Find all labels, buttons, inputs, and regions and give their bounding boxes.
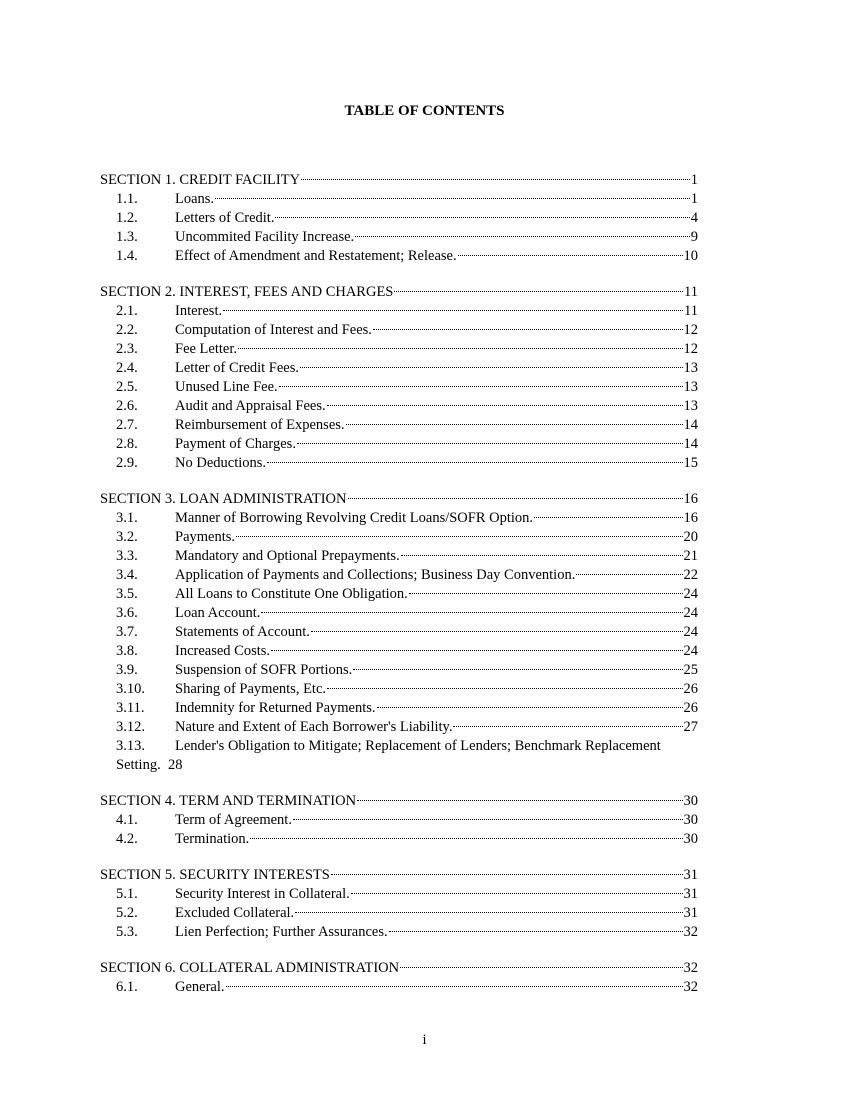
entry-number: 6.1. bbox=[116, 979, 138, 995]
toc-entry[interactable] bbox=[100, 680, 698, 699]
section-page-number: 11 bbox=[684, 284, 698, 300]
toc-entry[interactable] bbox=[100, 190, 698, 209]
dot-leader bbox=[401, 555, 683, 556]
entry-title: Statements of Account. bbox=[175, 624, 310, 640]
dot-leader bbox=[271, 650, 682, 651]
entry-number: 2.6. bbox=[116, 398, 138, 414]
dot-leader bbox=[576, 574, 682, 575]
section-title: SECTION 1. CREDIT FACILITY bbox=[100, 172, 301, 188]
entry-title: Lender's Obligation to Mitigate; Replacement of Lenders; Benchmark Replacement bbox=[175, 738, 661, 754]
dot-leader bbox=[300, 367, 682, 368]
dot-leader bbox=[223, 310, 683, 311]
entry-number: 3.10. bbox=[116, 681, 145, 697]
dot-leader bbox=[238, 348, 682, 349]
dot-leader bbox=[394, 291, 683, 292]
toc-section bbox=[100, 283, 698, 473]
toc-entry[interactable] bbox=[100, 416, 698, 435]
entry-title: Payments. bbox=[175, 529, 236, 545]
entry-page-number: 30 bbox=[683, 831, 698, 847]
entry-number: 1.3. bbox=[116, 229, 138, 245]
entry-page-number: 27 bbox=[683, 719, 698, 735]
toc-entry[interactable] bbox=[100, 359, 698, 378]
entry-title: General. bbox=[175, 979, 225, 995]
entry-number: 4.2. bbox=[116, 831, 138, 847]
entry-title: Suspension of SOFR Portions. bbox=[175, 662, 353, 678]
entry-page-number: 26 bbox=[683, 681, 698, 697]
section-title: SECTION 5. SECURITY INTERESTS bbox=[100, 867, 330, 883]
section-title: SECTION 2. INTEREST, FEES AND CHARGES bbox=[100, 284, 394, 300]
entry-title: Audit and Appraisal Fees. bbox=[175, 398, 326, 414]
entry-page-number: 14 bbox=[683, 417, 698, 433]
toc-entry[interactable] bbox=[100, 378, 698, 397]
entry-page-number: 1 bbox=[690, 191, 698, 207]
dot-leader bbox=[400, 967, 682, 968]
toc-entry[interactable] bbox=[100, 623, 698, 642]
entry-number: 3.5. bbox=[116, 586, 138, 602]
toc-section bbox=[100, 171, 698, 266]
dot-leader bbox=[458, 255, 683, 256]
entry-number: 2.3. bbox=[116, 341, 138, 357]
toc-entry[interactable] bbox=[100, 397, 698, 416]
entry-number: 3.11. bbox=[116, 700, 145, 716]
page-number: i bbox=[422, 1032, 427, 1048]
dot-leader bbox=[275, 217, 689, 218]
dot-leader bbox=[409, 593, 683, 594]
entry-number: 5.2. bbox=[116, 905, 138, 921]
entry-title: Uncommited Facility Increase. bbox=[175, 229, 355, 245]
entry-number: 2.4. bbox=[116, 360, 138, 376]
entry-title: Letters of Credit. bbox=[175, 210, 275, 226]
entry-number: 1.1. bbox=[116, 191, 138, 207]
entry-page-number: 13 bbox=[683, 398, 698, 414]
entry-number: 2.7. bbox=[116, 417, 138, 433]
entry-number: 2.9. bbox=[116, 455, 138, 471]
entry-page-number: 15 bbox=[683, 455, 698, 471]
dot-leader bbox=[295, 912, 682, 913]
entry-line bbox=[100, 756, 740, 775]
entry-title: Indemnity for Returned Payments. bbox=[175, 700, 376, 716]
entry-number: 2.2. bbox=[116, 322, 138, 338]
entry-title: Excluded Collateral. bbox=[175, 905, 295, 921]
entry-page-number: 13 bbox=[683, 379, 698, 395]
entry-title: Fee Letter. bbox=[175, 341, 238, 357]
toc-entry[interactable] bbox=[100, 699, 698, 718]
toc-entry[interactable] bbox=[100, 209, 698, 228]
dot-leader bbox=[236, 536, 682, 537]
dot-leader bbox=[261, 612, 682, 613]
entry-page-number: 24 bbox=[683, 624, 698, 640]
toc-entry[interactable] bbox=[100, 302, 698, 321]
section-title: SECTION 4. TERM AND TERMINATION bbox=[100, 793, 357, 809]
entry-title: Effect of Amendment and Restatement; Release. bbox=[175, 248, 457, 264]
dot-leader bbox=[301, 179, 690, 180]
dot-leader bbox=[331, 874, 683, 875]
entry-number: 3.1. bbox=[116, 510, 138, 526]
entry-number: 3.6. bbox=[116, 605, 138, 621]
section-page-number: 30 bbox=[683, 793, 698, 809]
entry-title: Loans. bbox=[175, 191, 215, 207]
entry-title: Reimbursement of Expenses. bbox=[175, 417, 345, 433]
entry-page-number: 25 bbox=[683, 662, 698, 678]
toc-entry[interactable] bbox=[100, 885, 698, 904]
dot-leader bbox=[355, 236, 690, 237]
dot-leader bbox=[215, 198, 690, 199]
section-page-number: 16 bbox=[683, 491, 698, 507]
toc-entry[interactable] bbox=[100, 454, 698, 473]
dot-leader bbox=[453, 726, 682, 727]
dot-leader bbox=[267, 462, 682, 463]
dot-leader bbox=[226, 986, 683, 987]
entry-page-number: 24 bbox=[683, 605, 698, 621]
entry-number: 3.7. bbox=[116, 624, 138, 640]
section-title: SECTION 3. LOAN ADMINISTRATION bbox=[100, 491, 347, 507]
entry-title: Loan Account. bbox=[175, 605, 261, 621]
entry-title: Sharing of Payments, Etc. bbox=[175, 681, 327, 697]
entry-number: 3.4. bbox=[116, 567, 138, 583]
entry-title: Application of Payments and Collections; Business Day Convention. bbox=[175, 567, 576, 583]
entry-number: 3.13. bbox=[116, 738, 145, 754]
toc-entry[interactable] bbox=[100, 718, 698, 737]
toc-entry[interactable] bbox=[100, 978, 698, 997]
dot-leader bbox=[311, 631, 683, 632]
entry-number: 5.1. bbox=[116, 886, 138, 902]
toc-section bbox=[100, 959, 698, 997]
section-page-number: 31 bbox=[683, 867, 698, 883]
toc-entry[interactable] bbox=[100, 661, 698, 680]
dot-leader bbox=[373, 329, 683, 330]
entry-title: Increased Costs. bbox=[175, 643, 271, 659]
table-of-contents bbox=[100, 171, 698, 1014]
dot-leader bbox=[348, 498, 683, 499]
dot-leader bbox=[250, 838, 682, 839]
entry-title: No Deductions. bbox=[175, 455, 267, 471]
toc-entry[interactable] bbox=[100, 435, 698, 454]
toc-entry[interactable] bbox=[100, 923, 698, 942]
entry-page-number: 20 bbox=[683, 529, 698, 545]
dot-leader bbox=[293, 819, 683, 820]
entry-page-number: 9 bbox=[690, 229, 698, 245]
entry-title: Nature and Extent of Each Borrower's Liability. bbox=[175, 719, 453, 735]
entry-page-number: 12 bbox=[683, 322, 698, 338]
page-title: TABLE OF CONTENTS bbox=[344, 103, 505, 119]
entry-title: Termination. bbox=[175, 831, 250, 847]
dot-leader bbox=[279, 386, 683, 387]
entry-number: 3.3. bbox=[116, 548, 138, 564]
section-page-number: 1 bbox=[690, 172, 698, 188]
entry-page-number: 14 bbox=[683, 436, 698, 452]
dot-leader bbox=[297, 443, 683, 444]
toc-entry[interactable] bbox=[100, 642, 698, 661]
dot-leader bbox=[351, 893, 683, 894]
entry-title: Unused Line Fee. bbox=[175, 379, 278, 395]
entry-title: Security Interest in Collateral. bbox=[175, 886, 350, 902]
entry-number: 3.9. bbox=[116, 662, 138, 678]
toc-entry[interactable] bbox=[100, 509, 698, 528]
entry-page-number: 26 bbox=[683, 700, 698, 716]
toc-section-heading[interactable] bbox=[100, 490, 698, 509]
toc-section bbox=[100, 792, 698, 849]
entry-page-number: 31 bbox=[683, 905, 698, 921]
toc-entry[interactable] bbox=[100, 830, 698, 849]
toc-entry[interactable] bbox=[100, 528, 698, 547]
toc-entry[interactable] bbox=[100, 737, 698, 775]
entry-title: Manner of Borrowing Revolving Credit Loans/SOFR Option. bbox=[175, 510, 534, 526]
toc-section-heading[interactable] bbox=[100, 283, 698, 302]
entry-page-number: 30 bbox=[683, 812, 698, 828]
toc-section-heading[interactable] bbox=[100, 171, 698, 190]
dot-leader bbox=[327, 688, 682, 689]
entry-page-number: 24 bbox=[683, 586, 698, 602]
toc-entry[interactable] bbox=[100, 340, 698, 359]
dot-leader bbox=[534, 517, 682, 518]
entry-separator bbox=[161, 756, 168, 775]
toc-entry[interactable] bbox=[100, 566, 698, 585]
entry-title: Letter of Credit Fees. bbox=[175, 360, 300, 376]
entry-line bbox=[100, 737, 740, 756]
entry-title: Payment of Charges. bbox=[175, 436, 296, 452]
section-title: SECTION 6. COLLATERAL ADMINISTRATION bbox=[100, 960, 400, 976]
entry-page-number: 4 bbox=[690, 210, 698, 226]
toc-section-heading[interactable] bbox=[100, 959, 698, 978]
entry-title: Computation of Interest and Fees. bbox=[175, 322, 372, 338]
dot-leader bbox=[353, 669, 682, 670]
toc-section bbox=[100, 866, 698, 942]
dot-leader bbox=[377, 707, 683, 708]
toc-section bbox=[100, 490, 698, 775]
entry-page-number: 21 bbox=[683, 548, 698, 564]
toc-section-heading[interactable] bbox=[100, 792, 698, 811]
dot-leader bbox=[389, 931, 683, 932]
entry-number: 3.12. bbox=[116, 719, 145, 735]
entry-page-number: 32 bbox=[683, 924, 698, 940]
entry-page-number: 10 bbox=[683, 248, 698, 264]
entry-title-continuation: Setting. bbox=[116, 757, 161, 773]
toc-entry[interactable] bbox=[100, 321, 698, 340]
toc-entry[interactable] bbox=[100, 228, 698, 247]
entry-number: 2.8. bbox=[116, 436, 138, 452]
entry-number: 4.1. bbox=[116, 812, 138, 828]
toc-section-heading[interactable] bbox=[100, 866, 698, 885]
entry-page-number: 13 bbox=[683, 360, 698, 376]
entry-number: 2.1. bbox=[116, 303, 138, 319]
entry-page-number: 12 bbox=[683, 341, 698, 357]
toc-entry[interactable] bbox=[100, 604, 698, 623]
entry-page-number: 11 bbox=[684, 303, 698, 319]
dot-leader bbox=[357, 800, 682, 801]
toc-entry[interactable] bbox=[100, 811, 698, 830]
dot-leader bbox=[346, 424, 683, 425]
entry-number: 1.2. bbox=[116, 210, 138, 226]
dot-leader bbox=[327, 405, 683, 406]
toc-entry[interactable] bbox=[100, 247, 698, 266]
entry-number: 3.8. bbox=[116, 643, 138, 659]
entry-number: 5.3. bbox=[116, 924, 138, 940]
entry-page-number: 31 bbox=[683, 886, 698, 902]
entry-page-number: 32 bbox=[683, 979, 698, 995]
toc-entry[interactable] bbox=[100, 904, 698, 923]
entry-title: Term of Agreement. bbox=[175, 812, 292, 828]
entry-number: 2.5. bbox=[116, 379, 138, 395]
entry-title: Lien Perfection; Further Assurances. bbox=[175, 924, 388, 940]
section-page-number: 32 bbox=[683, 960, 698, 976]
entry-page-number: 16 bbox=[683, 510, 698, 526]
entry-page-number: 24 bbox=[683, 643, 698, 659]
toc-entry[interactable] bbox=[100, 547, 698, 566]
entry-page-number: 28 bbox=[167, 757, 183, 773]
entry-title: Interest. bbox=[175, 303, 223, 319]
toc-entry[interactable] bbox=[100, 585, 698, 604]
entry-number: 1.4. bbox=[116, 248, 138, 264]
entry-title: All Loans to Constitute One Obligation. bbox=[175, 586, 408, 602]
entry-title: Mandatory and Optional Prepayments. bbox=[175, 548, 400, 564]
wrapped-entry bbox=[100, 737, 740, 775]
entry-number: 3.2. bbox=[116, 529, 138, 545]
entry-page-number: 22 bbox=[683, 567, 698, 583]
